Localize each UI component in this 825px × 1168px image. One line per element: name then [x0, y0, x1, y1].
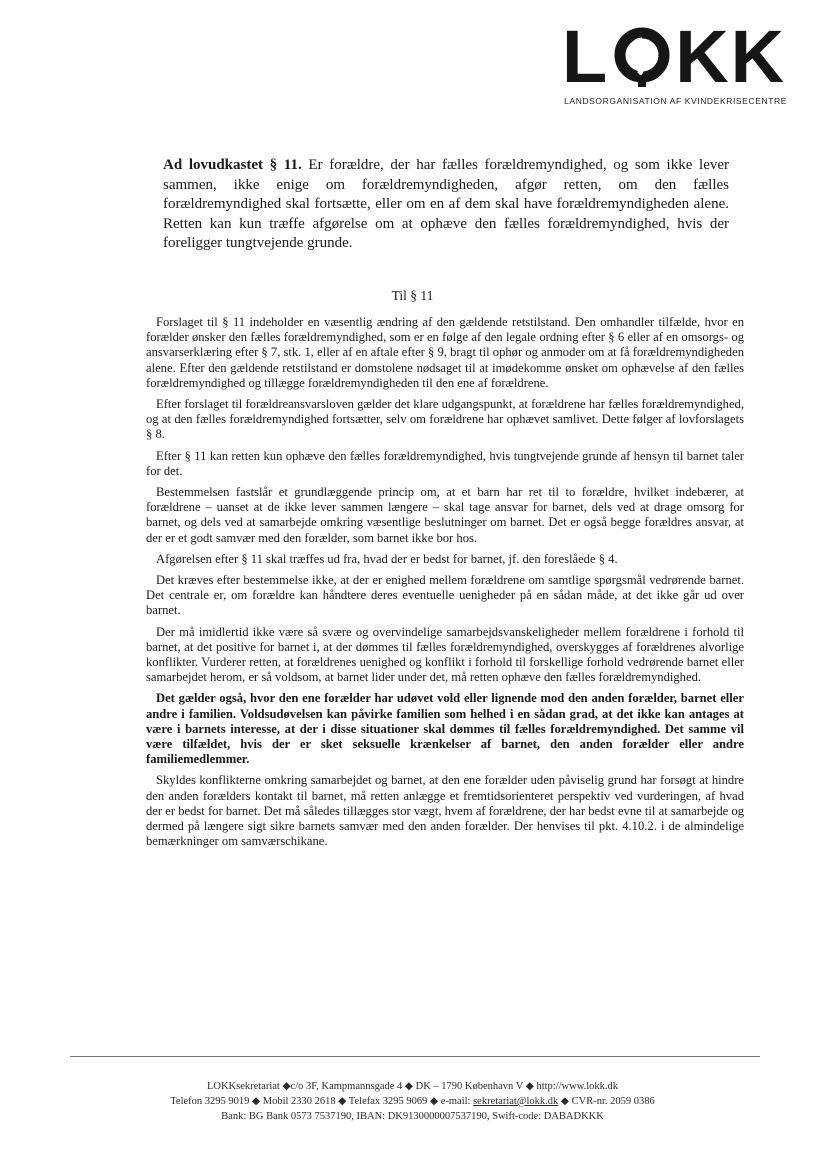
- footer-address: c/o 3F, Kampmannsgade 4: [290, 1081, 405, 1092]
- footer-email-label: e-mail:: [438, 1096, 474, 1107]
- body-paragraph: Afgørelsen efter § 11 skal træffes ud fra, hvad der er bedst for barnet, jf. den foreslåede § 4.: [156, 551, 618, 566]
- body-paragraph: Efter § 11 kan retten kun ophæve den fælles forældremyndighed, hvis tungtvejende grunde af hensyn til barnet taler for det.: [146, 448, 744, 478]
- intro-text: Er forældre, der har fælles forældremyndighed, og som ikke lever sammen, ikke enige om forældremyndigheden, afgør retten, om den fælles forældremyndighed skal fortsætte, eller om en af dem skal have forældremyndigheden alene. Retten kan kun træffe afgørelse om at ophæve den fælles forældremyndighed, hvis der foreligger tungtvejende grunde.: [163, 157, 730, 251]
- diamond-icon: ◆: [558, 1096, 569, 1107]
- diamond-icon: ◆: [404, 1081, 413, 1092]
- body-paragraph: Det kræves efter bestemmelse ikke, at der er enighed mellem forældrene om samtlige spørgsmål vedrørende barnet. Det centrale er, om forældre kan håndtere deres eventuelle uenigheder på en sådan måde, at det ikke går ud over barnet.: [146, 573, 744, 618]
- footer-mobile: Mobil 2330 2618: [260, 1096, 339, 1107]
- body-paragraph: Forslaget til § 11 indeholder en væsentlig ændring af den gældende retstilstand. Den omhandler tilfælde, hvor en forælder ønsker den fælles forældremyndighed, som er en følge af den legale ordning efter § 6 eller af en omsorgs- og ansvarserklæring efter § 7, stk. 1, eller af en aftale efter § 9, bragt til ophør og anmoder om at få forældremyndigheden alene. Efter den gældende retstilstand er domstolene nødsaget til at imødekomme ønsket om ophævelse af den fælles forældremyndighed og tillægge forældremyndigheden til den ene af forældrene.: [146, 315, 744, 390]
- diamond-icon: ◆: [430, 1096, 439, 1107]
- footer: [80, 1079, 745, 1124]
- body-paragraph: Der må imidlertid ikke være så svære og overvindelige samarbejdsvanskeligheder mellem forældrene i forhold til barnet, at det positive for barnet i, at der dømmes til fælles forældremyndighed, overskygges af forældrenes alvorlige konflikter. Vurderer retten, at forældrenes uenighed og konflikt i forhold til forskellige forhold vedrørende barnet eller samarbejdet herom, er så voldsom, at barnet lider under det, må retten ophæve den fælles forældremyndighed.: [146, 624, 744, 685]
- body-paragraph-bold: Det gælder også, hvor den ene forælder har udøvet vold eller lignende mod den anden forælder, barnet eller andre i familien. Voldsudøvelsen kan påvirke familien som helhed i en sådan grad, at det ikke kan antages at være i barnets interesse, at der i disse situationer skal dømmes til fælles forældremyndighed. Det samme vil være tilfældet, hvis der er sket seksuelle krænkelser af barnet, den anden forælder eller andre familiemedlemmer.: [146, 691, 744, 767]
- logo-subtitle: LANDSORGANISATION AF KVINDEKRISECENTRE: [564, 96, 787, 106]
- diamond-icon: ◆: [525, 1081, 534, 1092]
- diamond-icon: ◆: [338, 1096, 347, 1107]
- document-body: [146, 315, 744, 856]
- footer-website-link[interactable]: http://www.lokk.dk: [533, 1081, 619, 1092]
- intro-heading: Ad lovudkastet § 11.: [163, 157, 302, 173]
- body-paragraph: Efter forslaget til forældreansvarsloven gælder det klare udgangspunkt, at forældrene har fælles forældremyndighed, og at den fælles forældremyndighed fortsætter, selv om forældrene har ophævet samlivet. Dette følger af lovforslagets § 8.: [146, 397, 744, 442]
- footer-line-bank: Bank: BG Bank 0573 7537190, IBAN: DK9130000007537190, Swift-code: DABADKKK: [221, 1111, 604, 1122]
- diamond-icon: ◆: [282, 1081, 291, 1092]
- footer-fax: Telefax 3295 9069: [346, 1096, 431, 1107]
- logo-wordmark: [562, 15, 787, 98]
- body-paragraph: Bestemmelsen fastslår et grundlæggende princip om, at et barn har ret til to forældre, hvilket indebærer, at forældrene – uanset at de ikke lever sammen længere – skal tage ansvar for barnet, dels ved at drage omsorg for barnet, og dels ved at samarbejde omkring væsentlige beslutninger om barnet. Det er også begge forældres ansvar, at der er et godt samvær med den forælder, som barnet ikke bor hos.: [146, 485, 744, 545]
- footer-line-contact: [80, 1094, 745, 1109]
- footer-divider: [70, 1056, 760, 1057]
- section-title: Til § 11: [391, 288, 434, 303]
- footer-phone: Telefon 3295 9019: [170, 1096, 253, 1107]
- footer-org: LOKKsekretariat: [206, 1081, 283, 1092]
- diamond-icon: ◆: [252, 1096, 261, 1107]
- footer-email-link[interactable]: sekretariat@lokk.dk: [473, 1096, 559, 1107]
- lokk-logo: [562, 15, 787, 106]
- body-paragraph: Skyldes konflikterne omkring samarbejdet og barnet, at den ene forælder uden påviselig grund har forsøgt at hindre den anden forælders kontakt til barnet, må retten anlægge et fremtidsorienteret perspektiv ved vurderingen, af hvad der er bedst for barnet. Det må således tillægges stor vægt, hvem af forældrene, der har bedst evne til at samarbejde og dermed på længere sigt sikre barnets samvær med den anden forælder. Der henvises til pkt. 4.10.2. i de almindelige bemærkninger om samværschikane.: [146, 773, 744, 849]
- intro-paragraph: [163, 156, 729, 254]
- logo-letters-kk: KK: [675, 15, 787, 98]
- footer-city: DK – 1790 København V: [412, 1081, 526, 1092]
- footer-cvr: CVR-nr. 2059 0386: [568, 1096, 655, 1107]
- logo-letter-l: L: [562, 15, 610, 98]
- venus-symbol-icon: [611, 26, 673, 88]
- footer-line-address: [80, 1079, 745, 1094]
